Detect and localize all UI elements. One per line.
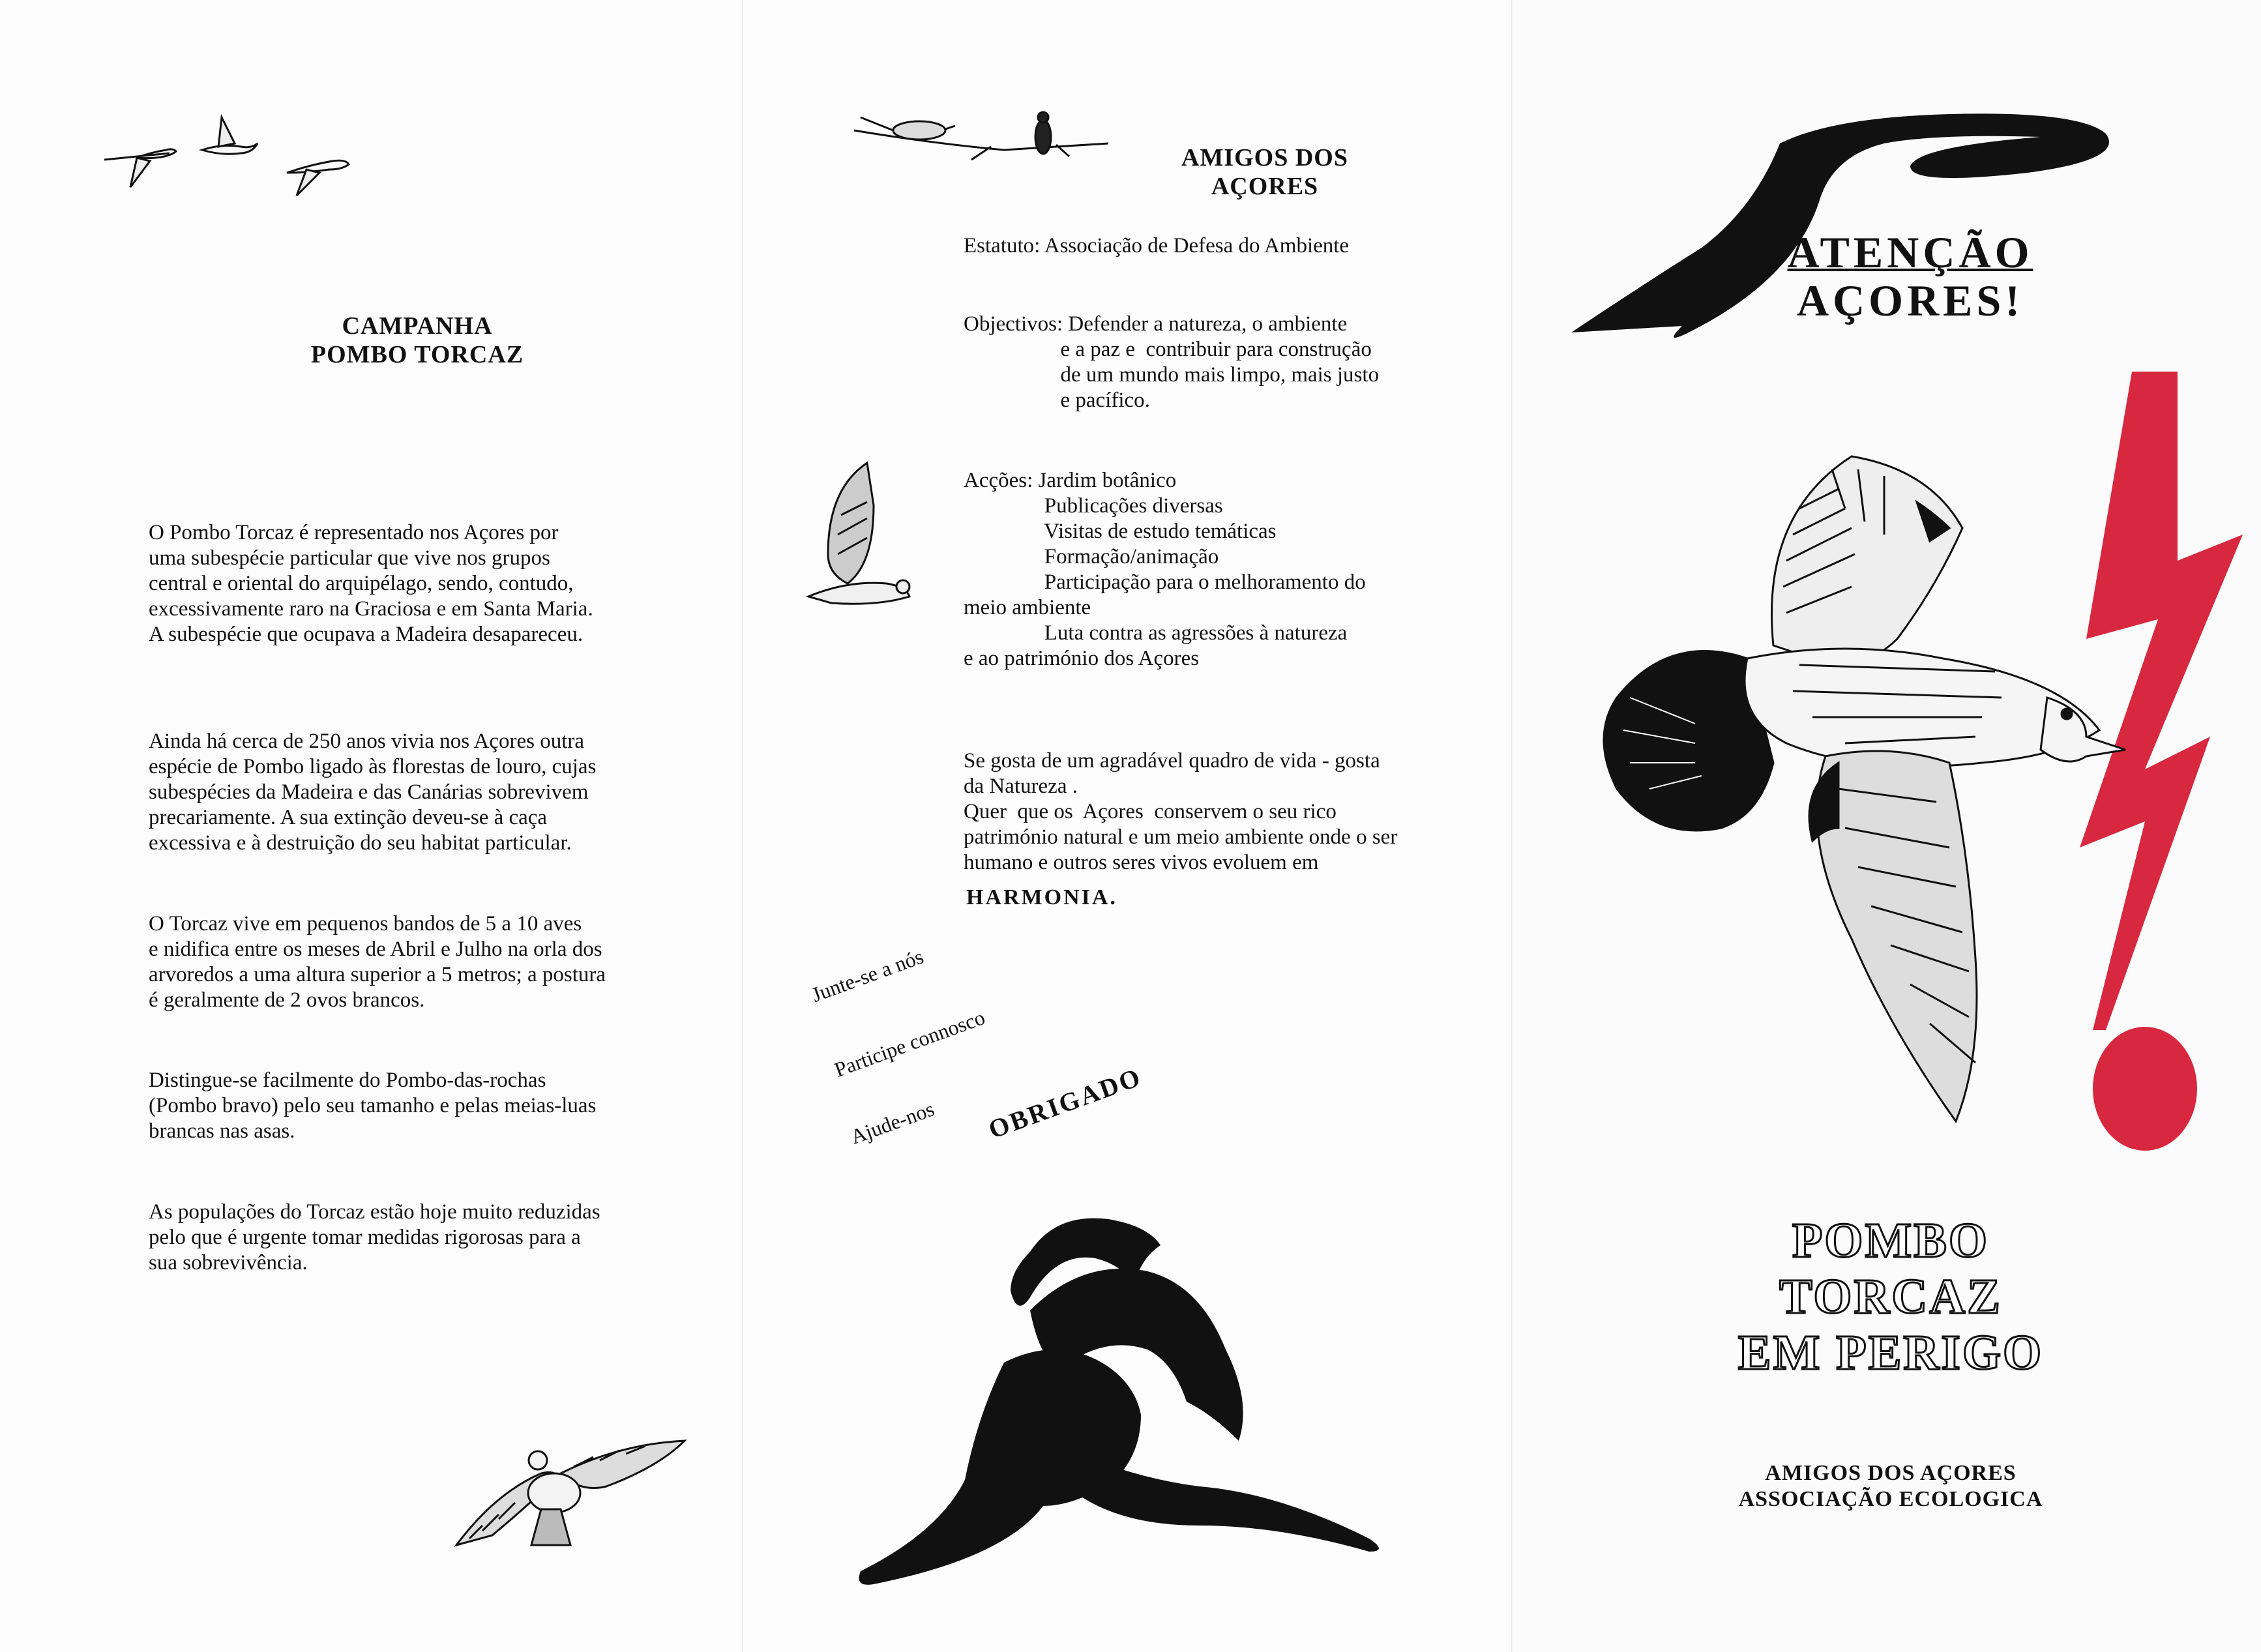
landing-pigeon-illustration (443, 1428, 691, 1558)
campaign-title-line1: CAMPANHA (342, 312, 493, 340)
panel-right (1513, 0, 2261, 1652)
campaign-title-line2: POMBO TORCAZ (310, 341, 524, 368)
estatuto-text: Estatuto: Associação de Defesa do Ambiente (964, 234, 1350, 258)
flying-pigeons-illustration (98, 111, 372, 209)
main-title-line2: TORCAZ (1779, 1269, 2002, 1324)
cta-join: Junte-se a nós (808, 944, 927, 1007)
wood-pigeon-illustration (1552, 450, 2256, 1128)
association-title-line1: AMIGOS DOS (1181, 144, 1348, 171)
main-title-line3: EM PERIGO (1737, 1325, 2044, 1380)
organization-name: AMIGOS DOS AÇORES (1765, 1461, 2017, 1485)
birds-on-branch-illustration (848, 111, 1121, 176)
organization-type: ASSOCIAÇÃO ECOLOGICA (1738, 1487, 2043, 1511)
objectivos-text: Objectivos: Defender a natureza, o ambiente e a paz e contribuir para construção de um mundo mais limpo, mais justo e pacífico. (964, 312, 1380, 412)
association-title-line2: AÇORES (1211, 173, 1319, 200)
cta-participate: Participe connosco (831, 1005, 988, 1082)
paragraph-identification: Distingue-se facilmente do Pombo-das-rochas (Pombo bravo) pelo seu tamanho e pelas meias-luas brancas nas asas. (149, 1069, 597, 1143)
obrigado-text: OBRIGADO (984, 1061, 1146, 1145)
paragraph-behaviour: O Torcaz vive em pequenos bandos de 5 a 10 aves e nidifica entre os meses de Abril e Julho na orla dos arvoredos a uma altura superior a 5 metros; a postura é geralmente de 2 ovos brancos. (149, 912, 606, 1012)
paragraph-subspecies: O Pombo Torcaz é representado nos Açores por uma subespécie particular que vive nos grupos central e oriental do arquipélago, sendo, contudo, excessivamente raro na Graciosa e em Santa Maria. A subespécie que ocupava a Madeira desapareceu. (149, 521, 593, 646)
main-title (1682, 1213, 2099, 1381)
main-title-line1: POMBO (1792, 1213, 1990, 1268)
cta-help: Ajude-nos (848, 1097, 938, 1149)
pigeon-raised-wing-illustration (802, 456, 919, 613)
panel-left (0, 0, 743, 1652)
panel-middle (743, 0, 1513, 1652)
attention-heading-line2: AÇORES! (1796, 276, 2024, 325)
silhouette-birds-illustration (808, 1121, 1460, 1617)
accoes-text: Acções: Jardim botânico Publicações diversas Visitas de estudo temáticas Formação/animação Participação para o melhoramento do meio ambiente Luta contra as agressões à natureza e ao património dos Açores (964, 469, 1366, 670)
harmonia-text: HARMONIA. (966, 885, 1117, 909)
campaign-title (215, 312, 619, 369)
paragraph-history: Ainda há cerca de 250 anos vivia nos Açores outra espécie de Pombo ligado às florestas de louro, cujas subespécies da Madeira e das Canárias sobrevivem precariamente. A sua extinção deveu-se à caça excessiva e à destruição do seu habitat particular. (149, 730, 597, 855)
attention-heading (1734, 228, 2086, 325)
paragraph-conservation: As populações do Torcaz estão hoje muito reduzidas pelo que é urgente tomar medidas rigorosas para a sua sobrevivência. (149, 1200, 600, 1275)
organization-signature (1669, 1460, 2112, 1512)
association-title (1121, 143, 1408, 201)
attention-heading-line1: ATENÇÃO (1787, 228, 2033, 277)
appeal-text: Se gosta de um agradável quadro de vida - gosta da Natureza . Quer que os Açores conservem o seu rico património natural e um meio ambiente onde o ser humano e outros seres vivos evoluem em (964, 749, 1398, 874)
